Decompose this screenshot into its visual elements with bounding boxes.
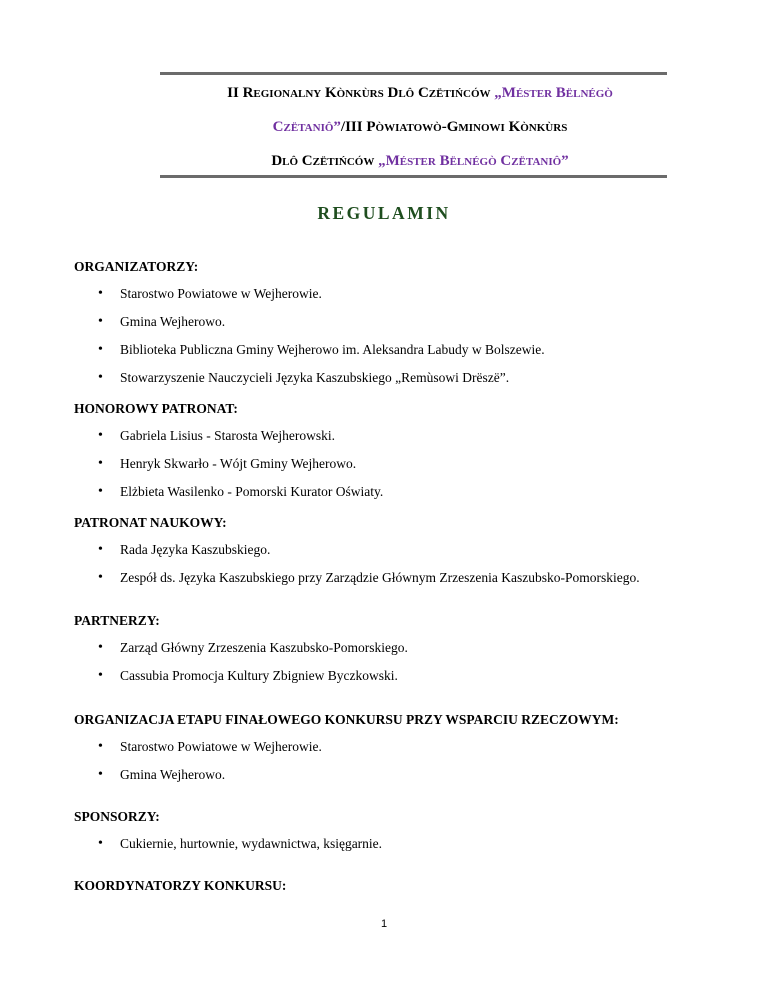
title-line-1-highlight: „Méster Bëlnégò <box>494 85 613 101</box>
title-line-1-text: II Regionalny Kònkùrs Dlô Czëtińców <box>227 85 495 101</box>
section-list <box>74 639 714 695</box>
list-item: • Rada Języka Kaszubskiego. <box>74 541 714 569</box>
list-item: • Gmina Wejherowo. <box>74 313 714 341</box>
section-heading: SPONSORZY: <box>74 809 160 824</box>
section-honorowy-patronat <box>74 401 714 511</box>
bottom-rule <box>160 175 667 178</box>
section-list <box>74 541 714 597</box>
section-list <box>74 835 714 863</box>
document-title <box>100 76 740 178</box>
section-heading: HONOROWY PATRONAT: <box>74 401 238 416</box>
title-line-1 <box>100 76 740 110</box>
list-item: • Zarząd Główny Zrzeszenia Kaszubsko-Pomorskiego. <box>74 639 714 667</box>
section-organizatorzy <box>74 259 714 397</box>
title-line-2-highlight: Czëtaniô” <box>272 119 341 135</box>
title-line-2 <box>100 110 740 144</box>
list-item: • Biblioteka Publiczna Gminy Wejherowo im. Aleksandra Labudy w Bolszewie. <box>74 341 714 369</box>
section-organizacja-etapu <box>74 712 714 794</box>
title-line-3-highlight: „Méster Bëlnégò Czëtaniô” <box>378 153 569 169</box>
list-item: • Cukiernie, hurtownie, wydawnictwa, księgarnie. <box>74 835 714 863</box>
section-heading: KOORDYNATORZY KONKURSU: <box>74 878 287 893</box>
list-item: • Starostwo Powiatowe w Wejherowie. <box>74 285 714 313</box>
regulamin-heading: REGULAMIN <box>317 203 451 223</box>
title-line-2-text: /III Pòwiatowò-Gminowi Kònkùrs <box>340 119 568 135</box>
section-patronat-naukowy <box>74 515 714 597</box>
section-heading: ORGANIZACJA ETAPU FINAŁOWEGO KONKURSU PRZY WSPARCIU RZECZOWYM: <box>74 712 619 727</box>
list-item: • Gmina Wejherowo. <box>74 766 714 794</box>
section-list <box>74 427 714 511</box>
section-heading: PARTNERZY: <box>74 613 160 628</box>
top-rule <box>160 72 667 75</box>
title-line-3 <box>100 144 740 178</box>
section-partnerzy <box>74 613 714 695</box>
list-item: • Stowarzyszenie Nauczycieli Języka Kaszubskiego „Remùsowi Drëszë”. <box>74 369 714 397</box>
section-heading: ORGANIZATORZY: <box>74 259 199 274</box>
section-koordynatorzy <box>74 878 714 894</box>
list-item: • Zespół ds. Języka Kaszubskiego przy Zarządzie Głównym Zrzeszenia Kaszubsko-Pomorskiego. <box>74 569 714 597</box>
list-item: • Henryk Skwarło - Wójt Gminy Wejherowo. <box>74 455 714 483</box>
section-heading: PATRONAT NAUKOWY: <box>74 515 227 530</box>
list-item: • Cassubia Promocja Kultury Zbigniew Byczkowski. <box>74 667 714 695</box>
section-sponsorzy <box>74 809 714 863</box>
list-item: • Gabriela Lisius - Starosta Wejherowski. <box>74 427 714 455</box>
title-line-3-text: Dlô Czëtińców <box>271 153 379 169</box>
page-number: 1 <box>380 918 388 930</box>
section-list <box>74 285 714 397</box>
list-item: • Elżbieta Wasilenko - Pomorski Kurator Oświaty. <box>74 483 714 511</box>
section-list <box>74 738 714 794</box>
list-item: • Starostwo Powiatowe w Wejherowie. <box>74 738 714 766</box>
